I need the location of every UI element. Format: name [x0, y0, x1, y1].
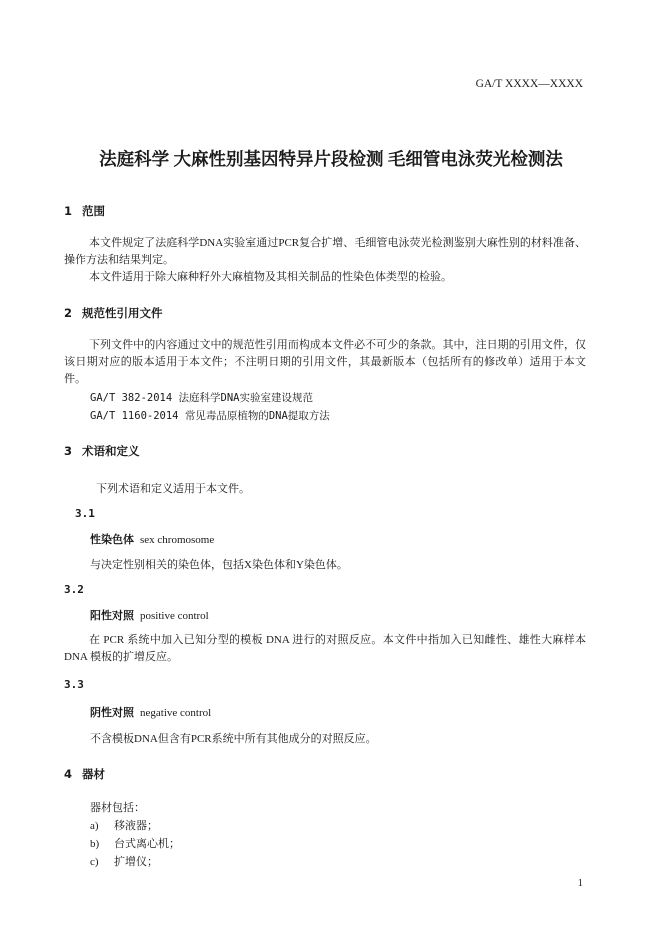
term-number: 3.2 [64, 583, 84, 596]
list-marker: b) [90, 838, 100, 850]
list-text: 扩增仪； [114, 856, 158, 868]
list-item [90, 835, 180, 851]
page-number: 1 [577, 878, 583, 889]
section-number: 1 [64, 204, 73, 218]
term-name-zh: 阳性对照 [90, 609, 134, 622]
term-number: 3.1 [75, 507, 95, 520]
term-name [90, 607, 209, 623]
paragraph: 本文件规定了法庭科学DNA实验室通过PCR复合扩增、毛细管电泳荧光检测鉴别大麻性别的材料准备、操作方法和结果判定。 [64, 237, 586, 266]
term-name-zh: 性染色体 [90, 533, 134, 546]
list-text: 台式离心机； [114, 838, 180, 850]
list-marker: a) [90, 820, 99, 832]
section-heading-2 [64, 305, 163, 321]
term-definition: 在 PCR 系统中加入已知分型的模板 DNA 进行的对照反应。本文件中指加入已知雌性、雄性大麻样本 DNA 模板的扩增反应。 [64, 634, 586, 663]
section-heading-3 [64, 443, 140, 459]
section-number: 4 [64, 767, 73, 781]
term-name-en: positive control [140, 610, 209, 622]
term-name-en: negative control [140, 707, 212, 719]
term-name-zh: 阴性对照 [90, 706, 134, 719]
section-number: 3 [64, 444, 73, 458]
list-item [90, 817, 158, 833]
section-number: 2 [64, 306, 73, 320]
reference-item: GA/T 1160-2014 常见毒品原植物的DNA提取方法 [90, 410, 330, 422]
term-definition: 不含模板DNA但含有PCR系统中所有其他成分的对照反应。 [90, 733, 377, 745]
list-marker: c) [90, 856, 99, 868]
term-name-en: sex chromosome [140, 534, 215, 546]
paragraph: 本文件适用于除大麻种籽外大麻植物及其相关制品的性染色体类型的检验。 [89, 271, 452, 283]
section-title: 规范性引用文件 [82, 306, 163, 320]
section-title: 器材 [82, 767, 105, 781]
document-title: 法庭科学 大麻性别基因特异片段检测 毛细管电泳荧光检测法 [99, 149, 563, 169]
section-title: 范围 [82, 204, 105, 218]
term-name [90, 531, 214, 547]
list-item [90, 853, 158, 869]
section-heading-4 [64, 766, 105, 782]
term-number: 3.3 [64, 678, 84, 691]
reference-item: GA/T 382-2014 法庭科学DNA实验室建设规范 [90, 392, 313, 404]
section-intro: 器材包括： [90, 802, 145, 814]
section-title: 术语和定义 [82, 444, 140, 458]
paragraph: 下列文件中的内容通过文中的规范性引用而构成本文件必不可少的条款。其中，注日期的引用文件，仅该日期对应的版本适用于本文件；不注明日期的引用文件，其最新版本（包括所有的修改单）适用于本文件。 [64, 339, 586, 385]
section-intro: 下列术语和定义适用于本文件。 [96, 483, 250, 495]
term-name [90, 704, 211, 720]
section-heading-1 [64, 203, 105, 219]
list-text: 移液器； [114, 820, 158, 832]
document-number: GA/T XXXX—XXXX [475, 78, 583, 90]
term-definition: 与决定性别相关的染色体，包括X染色体和Y染色体。 [90, 559, 348, 571]
